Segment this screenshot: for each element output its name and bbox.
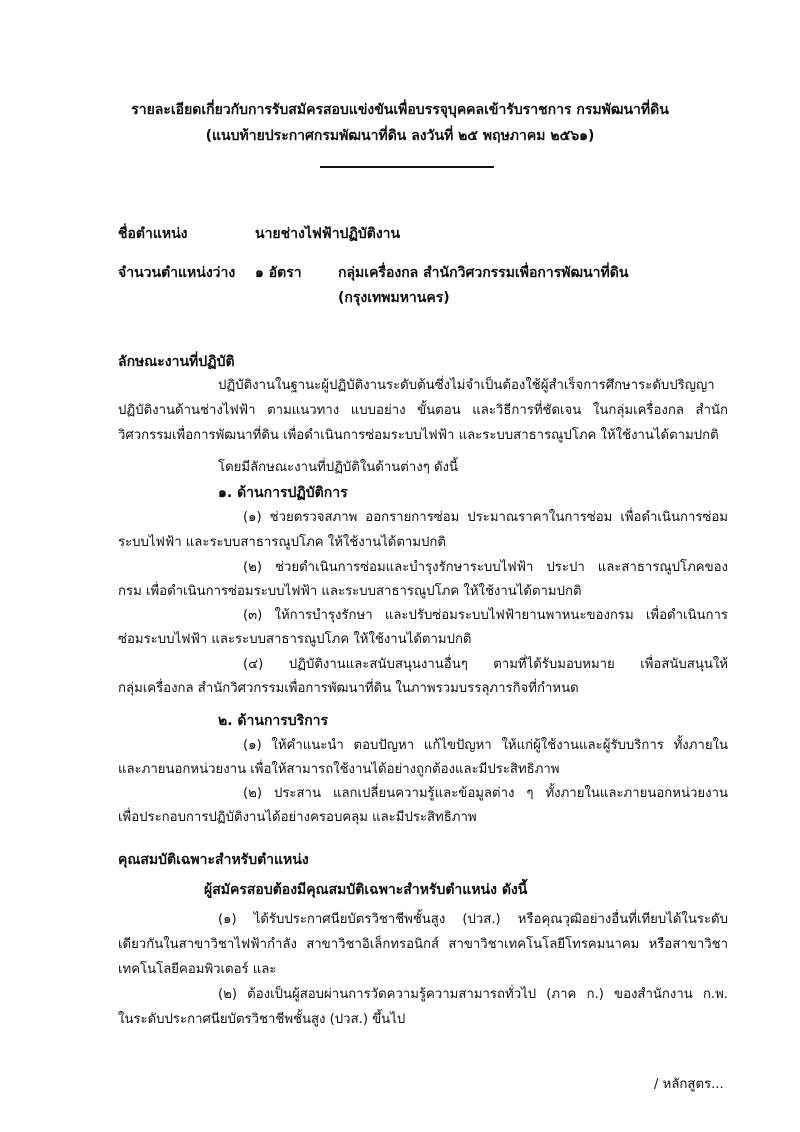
vacancy-count: ๑ อัตรา bbox=[255, 265, 302, 281]
qualifications-heading: คุณสมบัติเฉพาะสำหรับตำแหน่ง bbox=[118, 852, 309, 868]
position-name-label: ชื่อตำแหน่ง bbox=[118, 226, 188, 242]
qualification-line: (๑) ได้รับประกาศนียบัตรวิชาชีพชั้นสูง (ปวส.) หรือคุณวุฒิอย่างอื่นที่เทียบได้ในระดับ bbox=[218, 912, 728, 927]
title-divider bbox=[320, 166, 494, 168]
area-1-line: (๑) ช่วยตรวจสภาพ ออกรายการซ่อม ประมาณราคาในการซ่อม เพื่อดำเนินการซ่อม bbox=[243, 510, 728, 525]
duties-intro-line: วิศวกรรมเพื่อการพัฒนาที่ดิน เพื่อดำเนินการซ่อมระบบไฟฟ้า และระบบสาธารณูปโภค ให้ใช้งานได้ตามปกติ bbox=[118, 428, 719, 443]
area-1-line: ระบบไฟฟ้า และระบบสาธารณูปโภค ให้ใช้งานได้ตามปกติ bbox=[118, 535, 446, 550]
area-2-title: ๒. ด้านการบริการ bbox=[218, 713, 329, 729]
area-1-title: ๑. ด้านการปฏิบัติการ bbox=[218, 485, 348, 501]
duties-areas-intro: โดยมีลักษณะงานที่ปฏิบัติในด้านต่างๆ ดังนี้ bbox=[218, 460, 458, 475]
duties-intro-line: ปฏิบัติงานด้านช่างไฟฟ้า ตามแนวทาง แบบอย่าง ขั้นตอน และวิธีการที่ชัดเจน ในกลุ่มเครื่องกล สำนัก bbox=[118, 403, 728, 418]
duties-heading: ลักษณะงานที่ปฏิบัติ bbox=[118, 354, 235, 370]
qualification-line: ในระดับประกาศนียบัตรวิชาชีพชั้นสูง (ปวส.) ขึ้นไป bbox=[118, 1012, 406, 1027]
document-title: รายละเอียดเกี่ยวกับการรับสมัครสอบแข่งขันเพื่อบรรจุบุคคลเข้ารับราชการ กรมพัฒนาที่ดิน bbox=[131, 102, 669, 118]
area-1-line: ซ่อมระบบไฟฟ้า และระบบสาธารณูปโภค ให้ใช้งานได้ตามปกติ bbox=[118, 632, 472, 647]
duties-intro-line: ปฏิบัติงานในฐานะผู้ปฏิบัติงานระดับต้นซึ่งไม่จำเป็นต้องใช้ผู้สำเร็จการศึกษาระดับปริญญา bbox=[218, 378, 715, 393]
area-1-line: (๔) ปฏิบัติงานและสนับสนุนงานอื่นๆ ตามที่ได้รับมอบหมาย เพื่อสนับสนุนให้ bbox=[243, 657, 728, 672]
qualification-line: เทคโนโลยีคอมพิวเตอร์ และ bbox=[118, 962, 277, 977]
vacancy-label: จำนวนตำแหน่งว่าง bbox=[118, 265, 236, 281]
page-continuation: / หลักสูตร... bbox=[654, 1077, 724, 1092]
qualifications-subheading: ผู้สมัครสอบต้องมีคุณสมบัติเฉพาะสำหรับตำแหน่ง ดังนี้ bbox=[204, 882, 528, 898]
area-1-line: กรม เพื่อดำเนินการซ่อมระบบไฟฟ้า และระบบสาธารณูปโภค ให้ใช้งานได้ตามปกติ bbox=[118, 584, 582, 599]
area-1-line: (๒) ช่วยดำเนินการซ่อมและบำรุงรักษาระบบไฟฟ้า ประปา และสาธารณูปโภคของ bbox=[243, 560, 728, 575]
area-2-line: และภายนอกหน่วยงาน เพื่อให้สามารถใช้งานได้อย่างถูกต้องและมีประสิทธิภาพ bbox=[118, 762, 560, 777]
area-1-line: กลุ่มเครื่องกล สำนักวิศวกรรมเพื่อการพัฒนาที่ดิน ในภาพรวมบรรลุภารกิจที่กำหนด bbox=[118, 681, 579, 696]
area-2-line: เพื่อประกอบการปฏิบัติงานได้อย่างครอบคลุม และมีประสิทธิภาพ bbox=[118, 810, 477, 825]
area-2-line: (๒) ประสาน แลกเปลี่ยนความรู้และข้อมูลต่าง ๆ ทั้งภายในและภายนอกหน่วยงาน bbox=[243, 786, 728, 801]
unit-line-1: กลุ่มเครื่องกล สำนักวิศวกรรมเพื่อการพัฒนาที่ดิน bbox=[338, 265, 629, 281]
qualification-line: (๒) ต้องเป็นผู้สอบผ่านการวัดความรู้ความสามารถทั่วไป (ภาค ก.) ของสำนักงาน ก.พ. bbox=[218, 987, 728, 1002]
position-name-value: นายช่างไฟฟ้าปฏิบัติงาน bbox=[255, 226, 401, 242]
area-2-line: (๑) ให้คำแนะนำ ตอบปัญหา แก้ไขปัญหา ให้แก่ผู้ใช้งานและผู้รับบริการ ทั้งภายใน bbox=[243, 738, 728, 753]
document-subtitle: (แนบท้ายประกาศกรมพัฒนาที่ดิน ลงวันที่ ๒๕ พฤษภาคม ๒๕๖๑) bbox=[205, 128, 595, 144]
unit-line-2: (กรุงเทพมหานคร) bbox=[338, 290, 450, 306]
qualification-line: เดียวกันในสาขาวิชาไฟฟ้ากำลัง สาขาวิชาอิเล็กทรอนิกส์ สาขาวิชาเทคโนโลยีโทรคมนาคม หรือสาขาวิชา bbox=[118, 937, 728, 952]
area-1-line: (๓) ให้การบำรุงรักษา และปรับซ่อมระบบไฟฟ้ายานพาหนะของกรม เพื่อดำเนินการ bbox=[243, 608, 728, 623]
